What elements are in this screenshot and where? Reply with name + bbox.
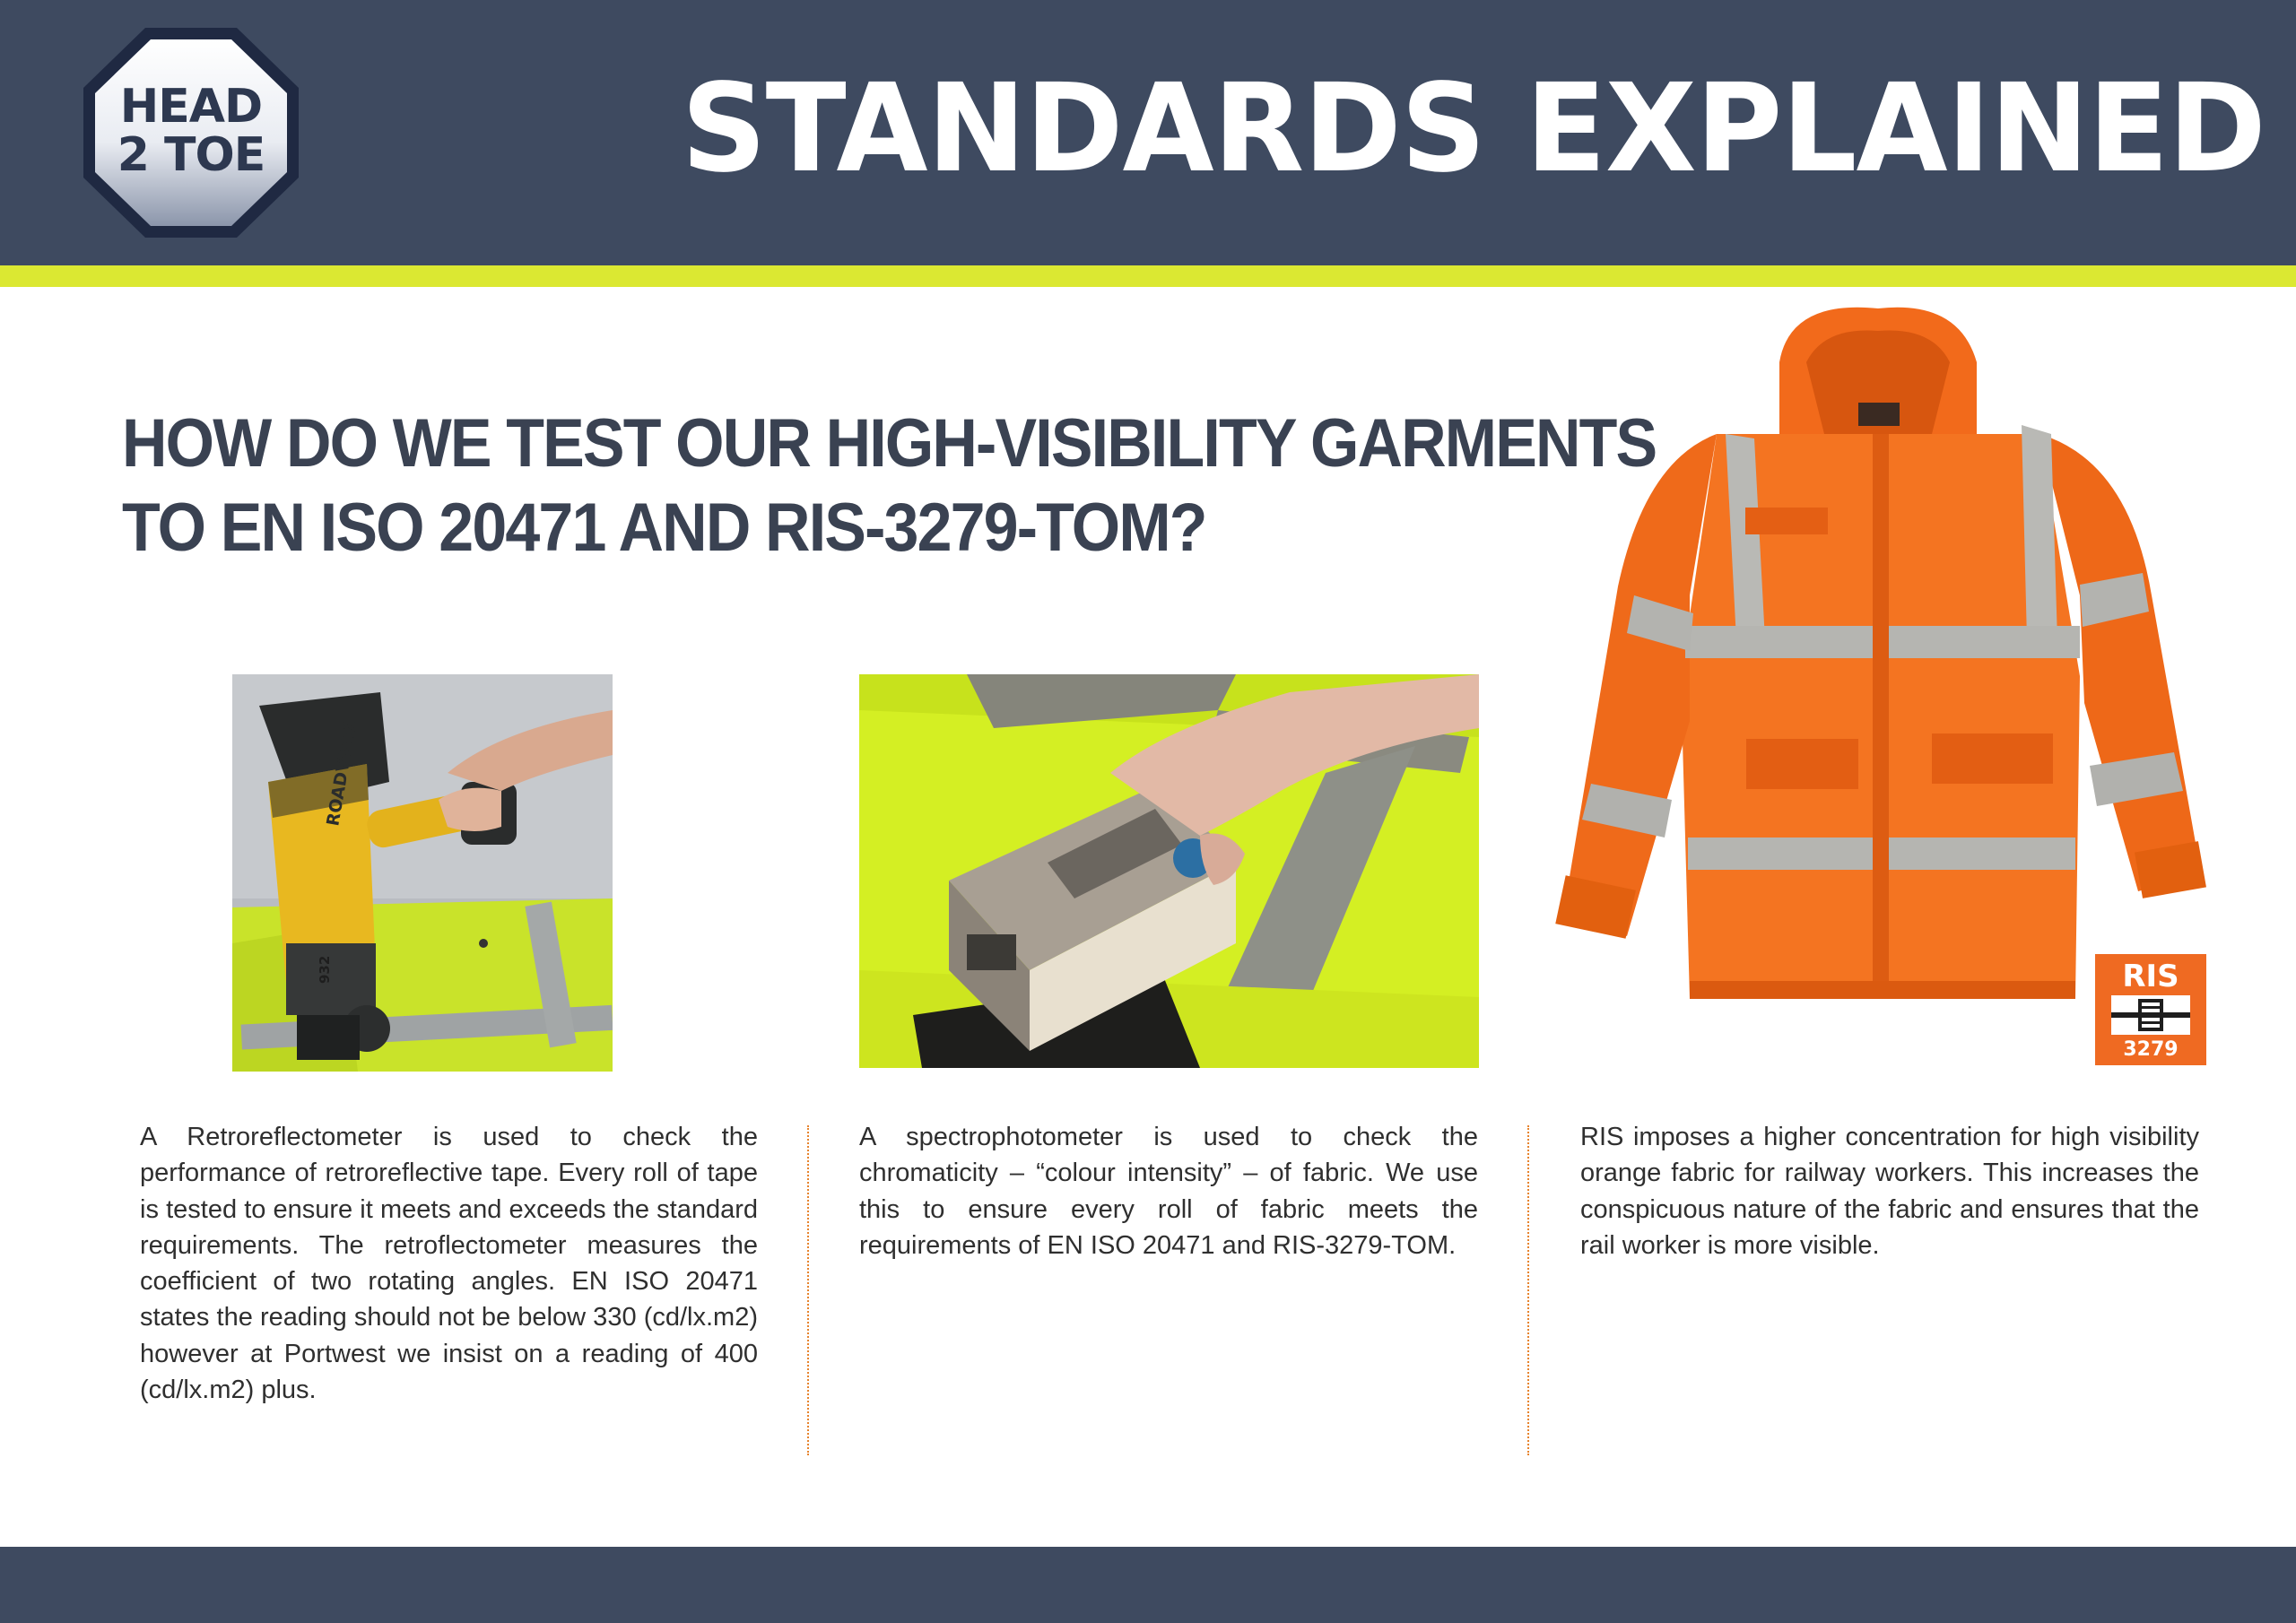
retroreflectometer-description: A Retroreflectometer is used to check the performance of retroreflective tape. Every roll of tape is tested to ensure it meets and exceeds the standard requirements. The retroflectometer measures the coefficient of two rotating angles. EN ISO 20471 states the reading should not be below 330 (cd/lx.m2) however at Portwest we insist on a reading of 400 (cd/lx.m2) plus.: [140, 1123, 758, 1405]
ris-badge-number: 3279: [2123, 1038, 2179, 1061]
ris-3279-badge: [2095, 954, 2206, 1065]
accent-stripe: [0, 265, 2296, 287]
headline-line-2: TO EN ISO 20471 AND RIS-3279-TOM?: [122, 490, 1206, 566]
headline-line-1: HOW DO WE TEST OUR HIGH-VISIBILITY GARMENTS: [122, 405, 1657, 482]
orange-hi-vis-jacket-photo: [1555, 299, 2206, 1010]
spectrophotometer-description: A spectrophotometer is used to check the chromaticity – “colour intensity” – of fabric. We use this to ensure every roll of fabric meets the requirements of EN ISO 20471 and RIS-3279-TOM.: [859, 1123, 1478, 1260]
ris-rail-icon: [2111, 995, 2190, 1035]
device-brand-label: ROADVISTA: [323, 716, 362, 828]
device-model-number: 932: [317, 955, 333, 984]
ris-description: RIS imposes a higher concentration for high visibility orange fabric for railway workers. This increases the conspicuous nature of the fabric and ensures that the rail worker is more visible.: [1580, 1123, 2199, 1260]
column-divider-1: [807, 1125, 809, 1455]
retroreflectometer-photo: [232, 674, 613, 1072]
logo-line-1: HEAD: [119, 80, 263, 134]
page-title: STANDARDS EXPLAINED: [681, 58, 2266, 200]
footer-bar: [0, 1547, 2296, 1623]
logo-wordmark: [81, 80, 301, 182]
section-headline: [122, 402, 1657, 570]
logo-line-2: 2 TOE: [117, 128, 265, 182]
column-divider-2: [1527, 1125, 1529, 1455]
ris-badge-top-label: RIS: [2122, 959, 2179, 994]
spectrophotometer-photo: [859, 674, 1479, 1068]
